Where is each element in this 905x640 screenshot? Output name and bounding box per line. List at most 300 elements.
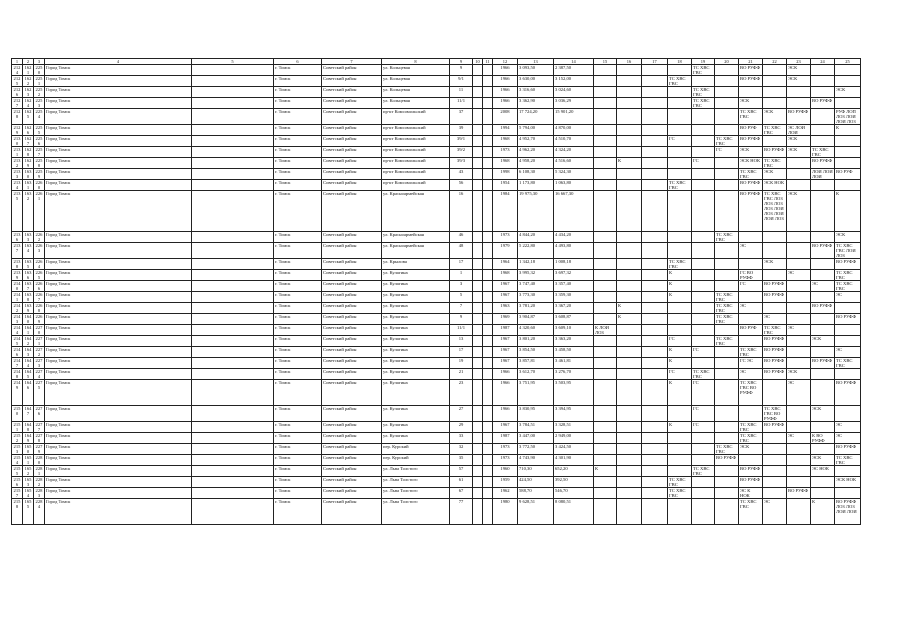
cell-col-18 <box>668 191 692 232</box>
cell-col-8: пр-кт Комсомольский <box>382 169 450 180</box>
cell-col-12: 1969 <box>493 314 518 325</box>
cell-col-23 <box>787 259 811 270</box>
cell-col-25: ВО РУФФ <box>835 444 861 455</box>
table-row <box>12 87 861 98</box>
cell-col-17 <box>642 466 668 477</box>
cell-col-3: 2254 <box>34 109 45 125</box>
cell-col-11 <box>483 136 493 147</box>
column-number: 16 <box>617 59 642 65</box>
cell-col-7: Советский район <box>322 406 382 422</box>
cell-col-22: ВО РУФФ <box>763 358 787 369</box>
cell-col-20: ТС ХВС ГВС <box>715 303 739 314</box>
cell-col-12: 1967 <box>493 281 518 292</box>
cell-col-2: 1640 <box>23 314 34 325</box>
cell-col-13: 5 794,00 <box>518 125 554 136</box>
cell-col-23 <box>787 347 811 358</box>
cell-col-18: ГС <box>668 369 692 380</box>
cell-col-19 <box>692 444 715 455</box>
cell-col-10 <box>473 169 483 180</box>
cell-col-8: пр-кт Комсомольский <box>382 180 450 191</box>
cell-col-14: 4 870,00 <box>554 125 594 136</box>
cell-col-16 <box>617 369 642 380</box>
cell-col-5 <box>192 109 274 125</box>
cell-col-15 <box>594 369 617 380</box>
cell-col-7: Советский район <box>322 303 382 314</box>
column-number: 25 <box>835 59 861 65</box>
cell-col-3: 2270 <box>34 325 45 336</box>
cell-col-16 <box>617 292 642 303</box>
cell-col-24: К ВО РУФФ <box>811 433 835 444</box>
table-row <box>12 303 861 314</box>
cell-col-5 <box>192 369 274 380</box>
cell-col-15 <box>594 169 617 180</box>
cell-col-10 <box>473 369 483 380</box>
cell-col-8: ул. Кулагина <box>382 336 450 347</box>
cell-col-2: 1636 <box>23 270 34 281</box>
cell-col-9: 11/1 <box>450 98 473 109</box>
cell-col-12: 1960 <box>493 466 518 477</box>
cell-col-16 <box>617 76 642 87</box>
cell-col-5 <box>192 422 274 433</box>
cell-col-3: 2268 <box>34 303 45 314</box>
cell-col-12: 1959 <box>493 477 518 488</box>
cell-col-9: 27 <box>450 406 473 422</box>
cell-col-8: ул. Льва Толстого <box>382 488 450 499</box>
cell-col-17 <box>642 109 668 125</box>
cell-col-20: ВО РУФФ <box>715 455 739 466</box>
cell-col-4: Город Томск <box>45 87 192 98</box>
cell-col-25: ТС ХВС ГВС <box>835 358 861 369</box>
cell-col-19: ГС <box>692 158 715 169</box>
cell-col-18 <box>668 303 692 314</box>
cell-col-17 <box>642 336 668 347</box>
cell-col-21: ВО РУФФ <box>739 180 763 191</box>
cell-col-5 <box>192 270 274 281</box>
cell-col-15 <box>594 292 617 303</box>
cell-col-14: 652,20 <box>554 466 594 477</box>
cell-col-23 <box>787 314 811 325</box>
cell-col-6: г. Томск <box>274 87 322 98</box>
cell-col-21 <box>739 455 763 466</box>
cell-col-4: Город Томск <box>45 232 192 243</box>
cell-col-20 <box>715 270 739 281</box>
cell-col-11 <box>483 488 493 499</box>
cell-col-2: 1628 <box>23 147 34 158</box>
cell-col-12: 1998 <box>493 169 518 180</box>
cell-col-4: Город Томск <box>45 477 192 488</box>
cell-col-19 <box>692 455 715 466</box>
cell-col-11 <box>483 422 493 433</box>
column-number: 5 <box>192 59 274 65</box>
cell-col-18: К <box>668 358 692 369</box>
cell-col-8: ул. Кулагина <box>382 422 450 433</box>
cell-col-11 <box>483 406 493 422</box>
cell-col-18: К <box>668 281 692 292</box>
cell-col-1: 2126 <box>12 87 23 98</box>
cell-col-13: 3 857,81 <box>518 358 554 369</box>
cell-col-12: 1966 <box>493 98 518 109</box>
table-row <box>12 380 861 406</box>
column-number: 15 <box>594 59 617 65</box>
cell-col-8: пр-кт Комсомольский <box>382 147 450 158</box>
cell-col-10 <box>473 259 483 270</box>
cell-col-12: 1966 <box>493 65 518 76</box>
cell-col-3: 2271 <box>34 336 45 347</box>
table-row <box>12 65 861 76</box>
cell-col-4: Город Томск <box>45 191 192 232</box>
cell-col-19 <box>692 270 715 281</box>
cell-col-16 <box>617 358 642 369</box>
cell-col-20 <box>715 499 739 525</box>
cell-col-15 <box>594 243 617 259</box>
cell-col-19 <box>692 499 715 525</box>
cell-col-4: Город Томск <box>45 380 192 406</box>
cell-col-1: 2157 <box>12 488 23 499</box>
cell-col-9: 13 <box>450 336 473 347</box>
cell-col-3: 2252 <box>34 87 45 98</box>
cell-col-11 <box>483 180 493 191</box>
cell-col-24 <box>811 65 835 76</box>
cell-col-6: г. Томск <box>274 147 322 158</box>
cell-col-11 <box>483 325 493 336</box>
cell-col-20: ТС ХВС ГВС <box>715 336 739 347</box>
cell-col-9: 7 <box>450 303 473 314</box>
cell-col-13: 3 784,51 <box>518 422 554 433</box>
cell-col-2: 1630 <box>23 169 34 180</box>
cell-col-13: 4 844,20 <box>518 232 554 243</box>
cell-col-9: 23 <box>450 380 473 406</box>
cell-col-20 <box>715 358 739 369</box>
cell-col-7: Советский район <box>322 158 382 169</box>
cell-col-13: 1 173,80 <box>518 180 554 191</box>
cell-col-10 <box>473 303 483 314</box>
cell-col-4: Город Томск <box>45 358 192 369</box>
cell-col-18 <box>668 65 692 76</box>
cell-col-9: 19 <box>450 358 473 369</box>
cell-col-25 <box>835 303 861 314</box>
cell-col-12: 1987 <box>493 325 518 336</box>
cell-col-15 <box>594 125 617 136</box>
cell-col-16: К <box>617 158 642 169</box>
table-row <box>12 158 861 169</box>
cell-col-16 <box>617 433 642 444</box>
cell-col-4: Город Томск <box>45 325 192 336</box>
cell-col-17 <box>642 358 668 369</box>
cell-col-13: 3 773,30 <box>518 292 554 303</box>
cell-col-12: 1967 <box>493 422 518 433</box>
cell-col-15 <box>594 477 617 488</box>
cell-col-24 <box>811 292 835 303</box>
cell-col-9: 57 <box>450 466 473 477</box>
cell-col-17 <box>642 180 668 191</box>
cell-col-19: ТС ХВС ГВС <box>692 369 715 380</box>
cell-col-6: г. Томск <box>274 158 322 169</box>
cell-col-10 <box>473 477 483 488</box>
cell-col-13: 3 747,40 <box>518 281 554 292</box>
cell-col-25 <box>835 466 861 477</box>
cell-col-23: ЭС <box>787 325 811 336</box>
cell-col-4: Город Томск <box>45 243 192 259</box>
cell-col-1: 2156 <box>12 477 23 488</box>
cell-col-24 <box>811 232 835 243</box>
cell-col-15 <box>594 270 617 281</box>
cell-col-16 <box>617 232 642 243</box>
cell-col-23 <box>787 303 811 314</box>
cell-col-2: 1637 <box>23 281 34 292</box>
cell-col-20 <box>715 422 739 433</box>
cell-col-7: Советский район <box>322 98 382 109</box>
cell-col-8: ул. Красноармейская <box>382 232 450 243</box>
cell-col-6: г. Томск <box>274 243 322 259</box>
cell-col-14: 392,50 <box>554 477 594 488</box>
cell-col-20 <box>715 325 739 336</box>
cell-col-14: 3 424,50 <box>554 444 594 455</box>
cell-col-19 <box>692 169 715 180</box>
cell-col-24 <box>811 325 835 336</box>
cell-col-15 <box>594 347 617 358</box>
cell-col-16 <box>617 444 642 455</box>
cell-col-12: 1968 <box>493 270 518 281</box>
cell-col-20 <box>715 347 739 358</box>
cell-col-22 <box>763 98 787 109</box>
cell-col-4: Город Томск <box>45 158 192 169</box>
cell-col-11 <box>483 433 493 444</box>
cell-col-25: ЭСК <box>835 87 861 98</box>
cell-col-17 <box>642 303 668 314</box>
cell-col-25: ВО РУФФ ЛОЗ ЛОЗ ЛОИ ЛОИ <box>835 499 861 525</box>
cell-col-10 <box>473 406 483 422</box>
cell-col-12: 1980 <box>493 499 518 525</box>
cell-col-10 <box>473 158 483 169</box>
cell-col-17 <box>642 243 668 259</box>
cell-col-21: ЭС <box>739 303 763 314</box>
cell-col-16 <box>617 325 642 336</box>
cell-col-7: Советский район <box>322 191 382 232</box>
table-row <box>12 109 861 125</box>
cell-col-17 <box>642 158 668 169</box>
cell-col-6: г. Томск <box>274 65 322 76</box>
table-row <box>12 466 861 477</box>
cell-col-7: Советский район <box>322 232 382 243</box>
cell-col-24 <box>811 422 835 433</box>
cell-col-18: ТС ХВС ГВС <box>668 259 692 270</box>
cell-col-8: ул. Красноармейская <box>382 191 450 232</box>
cell-col-8: ул. Кулагина <box>382 303 450 314</box>
cell-col-17 <box>642 270 668 281</box>
cell-col-8: ул. Кулагина <box>382 347 450 358</box>
cell-col-12: 1966 <box>493 380 518 406</box>
cell-col-14: 3 357,40 <box>554 281 594 292</box>
cell-col-5 <box>192 65 274 76</box>
cell-col-21: ВО РУФ <box>739 125 763 136</box>
cell-col-15 <box>594 433 617 444</box>
cell-col-23 <box>787 281 811 292</box>
cell-col-10 <box>473 347 483 358</box>
cell-col-7: Советский район <box>322 109 382 125</box>
cell-col-1: 2145 <box>12 336 23 347</box>
cell-col-20 <box>715 281 739 292</box>
table-row <box>12 488 861 499</box>
cell-col-11 <box>483 380 493 406</box>
cell-col-25 <box>835 98 861 109</box>
cell-col-6: г. Томск <box>274 281 322 292</box>
cell-col-6: г. Томск <box>274 136 322 147</box>
cell-col-2: 1655 <box>23 499 34 525</box>
cell-col-14: 4 324,20 <box>554 147 594 158</box>
cell-col-13: 19 975,30 <box>518 191 554 232</box>
cell-col-24 <box>811 136 835 147</box>
cell-col-23 <box>787 422 811 433</box>
cell-col-1: 2152 <box>12 433 23 444</box>
cell-col-2: 1651 <box>23 455 34 466</box>
cell-col-22: ВО РУФФ <box>763 369 787 380</box>
cell-col-21: ТС ХВС ГВС <box>739 169 763 180</box>
cell-col-3: 2263 <box>34 243 45 259</box>
table-row <box>12 169 861 180</box>
cell-col-18: ГС <box>668 336 692 347</box>
cell-col-21: ЭС К НОК <box>739 488 763 499</box>
cell-col-25: ВО РУФФ <box>835 314 861 325</box>
cell-col-13: 3 630,00 <box>518 76 554 87</box>
cell-col-5 <box>192 259 274 270</box>
cell-col-25: ЭС <box>835 433 861 444</box>
cell-col-12: 1967 <box>493 358 518 369</box>
column-number: 21 <box>739 59 763 65</box>
cell-col-15 <box>594 455 617 466</box>
cell-col-12: 1979 <box>493 243 518 259</box>
cell-col-19 <box>692 488 715 499</box>
cell-col-23: ВО РУФФ <box>787 109 811 125</box>
cell-col-15 <box>594 336 617 347</box>
cell-col-7: Советский район <box>322 422 382 433</box>
cell-col-24 <box>811 314 835 325</box>
cell-col-14: 3 458,50 <box>554 347 594 358</box>
cell-col-21: ВО РУФФ <box>739 65 763 76</box>
cell-col-7: Советский район <box>322 358 382 369</box>
cell-col-17 <box>642 169 668 180</box>
cell-col-6: г. Томск <box>274 191 322 232</box>
cell-col-19 <box>692 76 715 87</box>
cell-col-7: Советский район <box>322 136 382 147</box>
cell-col-7: Советский район <box>322 87 382 98</box>
cell-col-9: 61 <box>450 477 473 488</box>
cell-col-20 <box>715 433 739 444</box>
cell-col-22 <box>763 243 787 259</box>
cell-col-11 <box>483 455 493 466</box>
cell-col-20: ТС ХВС ГВС <box>715 292 739 303</box>
cell-col-18: К <box>668 422 692 433</box>
column-number: 9 <box>450 59 473 65</box>
cell-col-14: 1 063,80 <box>554 180 594 191</box>
cell-col-21 <box>739 314 763 325</box>
cell-col-21: ВО РУФФ <box>739 136 763 147</box>
cell-col-12: 1984 <box>493 191 518 232</box>
cell-col-25 <box>835 147 861 158</box>
cell-col-1: 2158 <box>12 499 23 525</box>
cell-col-17 <box>642 433 668 444</box>
cell-col-15 <box>594 158 617 169</box>
cell-col-14: 3 328,51 <box>554 422 594 433</box>
cell-col-19: ТС ХВС ГВС <box>692 466 715 477</box>
cell-col-11 <box>483 292 493 303</box>
cell-col-12: 1966 <box>493 406 518 422</box>
cell-col-14: 3 359,30 <box>554 292 594 303</box>
cell-col-10 <box>473 325 483 336</box>
cell-col-5 <box>192 292 274 303</box>
cell-col-22: ТС ХВС ГВС ВО РУФФ <box>763 406 787 422</box>
cell-col-4: Город Томск <box>45 406 192 422</box>
cell-col-17 <box>642 87 668 98</box>
cell-col-1: 2127 <box>12 98 23 109</box>
cell-col-3: 2273 <box>34 358 45 369</box>
cell-col-22: ЭС <box>763 499 787 525</box>
cell-col-9: 37 <box>450 109 473 125</box>
cell-col-1: 2124 <box>12 65 23 76</box>
cell-col-8: ул. Кулагина <box>382 292 450 303</box>
cell-col-18 <box>668 109 692 125</box>
cell-col-14: 3 276,70 <box>554 369 594 380</box>
cell-col-1: 2142 <box>12 303 23 314</box>
cell-col-16 <box>617 191 642 232</box>
cell-col-25: РУФ ЛОП ЛОЗ ЛОИ ЛОИ ЛОЗ <box>835 109 861 125</box>
table-row <box>12 369 861 380</box>
cell-col-5 <box>192 325 274 336</box>
cell-col-13: 4 958,20 <box>518 158 554 169</box>
cell-col-13: 3 854,50 <box>518 347 554 358</box>
cell-col-16 <box>617 406 642 422</box>
cell-col-23: ЭСК <box>787 76 811 87</box>
column-number: 13 <box>518 59 554 65</box>
cell-col-12: 1973 <box>493 232 518 243</box>
cell-col-16 <box>617 380 642 406</box>
cell-col-12: 1967 <box>493 347 518 358</box>
cell-col-6: г. Томск <box>274 455 322 466</box>
column-number: 20 <box>715 59 739 65</box>
cell-col-22: ЭСК <box>763 169 787 180</box>
cell-col-17 <box>642 369 668 380</box>
cell-col-11 <box>483 147 493 158</box>
cell-col-3: 2278 <box>34 433 45 444</box>
cell-col-8: ул. Кулагина <box>382 281 450 292</box>
cell-col-22 <box>763 303 787 314</box>
cell-col-10 <box>473 314 483 325</box>
cell-col-10 <box>473 358 483 369</box>
cell-col-3: 2277 <box>34 422 45 433</box>
cell-col-9: 39/2 <box>450 147 473 158</box>
column-number: 22 <box>763 59 787 65</box>
cell-col-12: 1967 <box>493 336 518 347</box>
cell-col-5 <box>192 314 274 325</box>
cell-col-18 <box>668 125 692 136</box>
cell-col-15 <box>594 358 617 369</box>
cell-col-19 <box>692 259 715 270</box>
cell-col-3: 2267 <box>34 292 45 303</box>
cell-col-20 <box>715 76 739 87</box>
cell-col-24: ЭСК <box>811 336 835 347</box>
cell-col-24: ЭСК <box>811 455 835 466</box>
cell-col-4: Город Томск <box>45 488 192 499</box>
registry-table-body <box>12 59 861 525</box>
cell-col-5 <box>192 125 274 136</box>
cell-col-18 <box>668 314 692 325</box>
cell-col-11 <box>483 369 493 380</box>
cell-col-25 <box>835 136 861 147</box>
cell-col-2: 1624 <box>23 98 34 109</box>
cell-col-9: 3 <box>450 281 473 292</box>
cell-col-9: 11 <box>450 87 473 98</box>
cell-col-9: 39/3 <box>450 158 473 169</box>
cell-col-16 <box>617 136 642 147</box>
